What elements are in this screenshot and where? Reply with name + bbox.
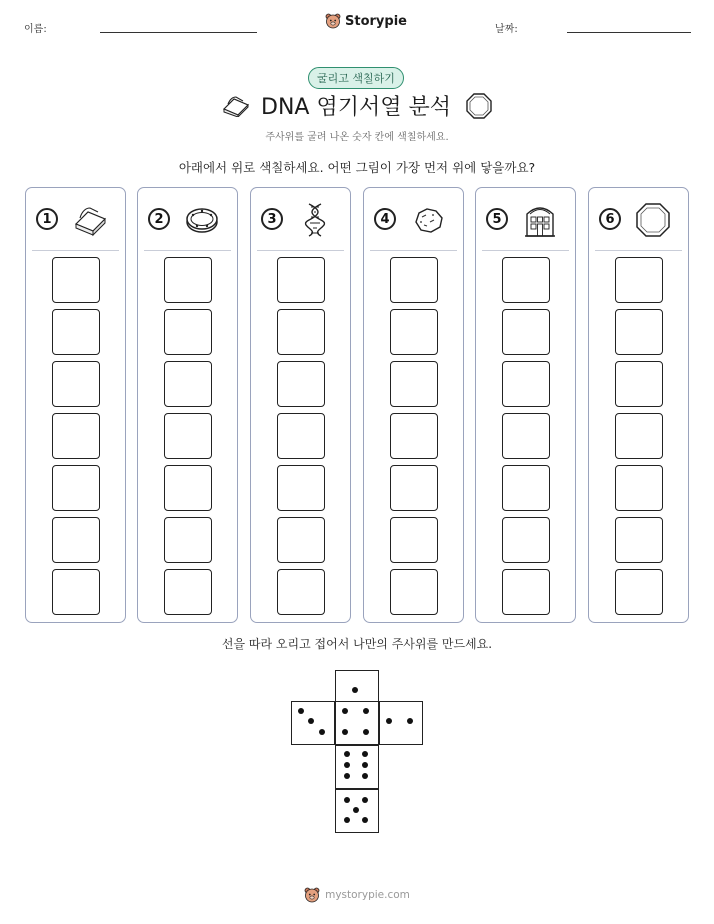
pip xyxy=(342,729,348,735)
cell-6[interactable] xyxy=(52,517,100,563)
pip xyxy=(353,807,359,813)
cell-5[interactable] xyxy=(390,465,438,511)
cell-2[interactable] xyxy=(164,309,212,355)
cell-1[interactable] xyxy=(164,257,212,303)
column-divider xyxy=(32,250,119,251)
cell-6[interactable] xyxy=(277,517,325,563)
cell-6[interactable] xyxy=(615,517,663,563)
die-face-6 xyxy=(335,745,379,789)
column-divider xyxy=(144,250,231,251)
date-line[interactable] xyxy=(567,32,691,33)
page-subtitle: 주사위를 굴려 나온 숫자 칸에 색칠하세요. xyxy=(265,132,449,143)
building-icon xyxy=(522,202,558,238)
column-2 xyxy=(137,187,238,623)
pip xyxy=(342,708,348,714)
column-number: 4 xyxy=(374,208,396,230)
column-4 xyxy=(363,187,464,623)
pip xyxy=(363,708,369,714)
cell-4[interactable] xyxy=(52,413,100,459)
column-5 xyxy=(475,187,576,623)
cell-3[interactable] xyxy=(615,361,663,407)
column-number: 3 xyxy=(261,208,283,230)
cell-7[interactable] xyxy=(390,569,438,615)
die-instruction: 선을 따라 오리고 접어서 나만의 주사위를 만드세요. xyxy=(221,637,493,651)
dna-icon xyxy=(297,202,333,238)
column-number: 6 xyxy=(599,208,621,230)
bear-logo-icon xyxy=(325,13,341,29)
pip xyxy=(344,751,350,757)
cell-4[interactable] xyxy=(502,413,550,459)
column-3 xyxy=(250,187,351,623)
pip xyxy=(362,773,368,779)
footer xyxy=(0,887,714,903)
cell-3[interactable] xyxy=(164,361,212,407)
coloring-instruction: 아래에서 위로 색칠하세요. 어떤 그림이 가장 먼저 위에 닿을까요? xyxy=(178,160,536,175)
pip xyxy=(386,718,392,724)
page-title-text: DNA 염기서열 분석 xyxy=(261,95,451,120)
cell-1[interactable] xyxy=(277,257,325,303)
column-divider xyxy=(257,250,344,251)
cell-2[interactable] xyxy=(615,309,663,355)
cell-3[interactable] xyxy=(502,361,550,407)
die-face-5 xyxy=(335,789,379,833)
cell-7[interactable] xyxy=(277,569,325,615)
cell-5[interactable] xyxy=(502,465,550,511)
column-number: 5 xyxy=(486,208,508,230)
die-face-3 xyxy=(291,701,335,745)
ring-icon xyxy=(184,202,220,238)
cell-4[interactable] xyxy=(164,413,212,459)
cell-7[interactable] xyxy=(164,569,212,615)
cell-1[interactable] xyxy=(615,257,663,303)
cell-3[interactable] xyxy=(52,361,100,407)
cell-4[interactable] xyxy=(615,413,663,459)
pip xyxy=(344,817,350,823)
cell-7[interactable] xyxy=(615,569,663,615)
bear-logo-icon xyxy=(304,887,320,903)
cell-1[interactable] xyxy=(52,257,100,303)
date-label: 날짜: xyxy=(495,24,518,35)
cell-2[interactable] xyxy=(52,309,100,355)
cell-5[interactable] xyxy=(52,465,100,511)
pip xyxy=(344,773,350,779)
pip xyxy=(319,729,325,735)
pip xyxy=(298,708,304,714)
cell-4[interactable] xyxy=(390,413,438,459)
pip xyxy=(308,718,314,724)
cell-3[interactable] xyxy=(390,361,438,407)
pip xyxy=(407,718,413,724)
octagon-icon xyxy=(465,92,493,120)
cell-2[interactable] xyxy=(390,309,438,355)
footer-url[interactable]: mystorypie.com xyxy=(325,889,410,901)
pip xyxy=(363,729,369,735)
logo-text: Storypie xyxy=(345,13,407,29)
pip xyxy=(352,687,358,693)
column-divider xyxy=(595,250,682,251)
activity-badge: 굴리고 색칠하기 xyxy=(308,67,404,89)
book-icon xyxy=(221,93,251,117)
column-number: 2 xyxy=(148,208,170,230)
column-number: 1 xyxy=(36,208,58,230)
cell-5[interactable] xyxy=(615,465,663,511)
cell-6[interactable] xyxy=(164,517,212,563)
name-line[interactable] xyxy=(100,32,257,33)
pip xyxy=(362,762,368,768)
rock-icon xyxy=(410,202,446,238)
cell-1[interactable] xyxy=(390,257,438,303)
pip xyxy=(344,797,350,803)
column-6 xyxy=(588,187,689,623)
die-face-4 xyxy=(335,701,379,745)
cell-3[interactable] xyxy=(277,361,325,407)
column-divider xyxy=(370,250,457,251)
cell-6[interactable] xyxy=(390,517,438,563)
cell-4[interactable] xyxy=(277,413,325,459)
cell-2[interactable] xyxy=(277,309,325,355)
cell-6[interactable] xyxy=(502,517,550,563)
column-1 xyxy=(25,187,126,623)
cell-1[interactable] xyxy=(502,257,550,303)
pip xyxy=(362,817,368,823)
cell-7[interactable] xyxy=(502,569,550,615)
storypie-logo xyxy=(325,13,407,29)
pip xyxy=(362,751,368,757)
die-face-2 xyxy=(379,701,423,745)
page-title xyxy=(0,90,714,121)
cell-2[interactable] xyxy=(502,309,550,355)
cell-5[interactable] xyxy=(277,465,325,511)
cell-7[interactable] xyxy=(52,569,100,615)
pip xyxy=(344,762,350,768)
column-divider xyxy=(482,250,569,251)
name-label: 이름: xyxy=(24,24,47,35)
pip xyxy=(362,797,368,803)
book-icon xyxy=(72,202,108,238)
octagon-icon xyxy=(635,202,671,238)
cell-5[interactable] xyxy=(164,465,212,511)
